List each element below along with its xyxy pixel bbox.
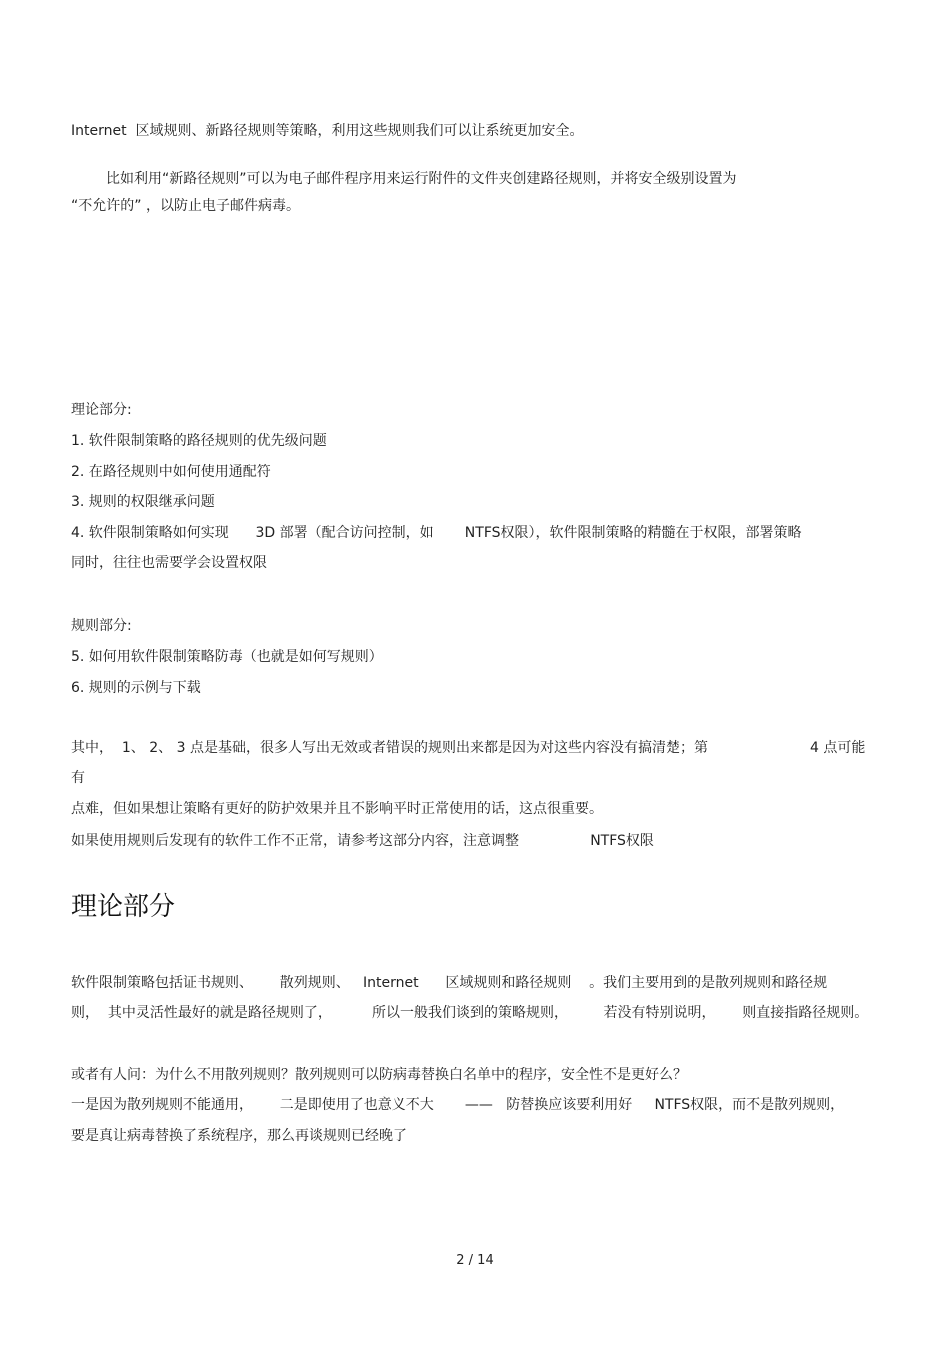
- note-line1: 其中， 1、 2、 3 点是基础，很多人写出无效或者错误的规则出来都是因为对这些内容没有搞清楚；第: [71, 740, 708, 756]
- paragraph-example-line2: “不允许的” ，以防止电子邮件病毒。: [71, 198, 300, 214]
- list-item: 2. 在路径规则中如何使用通配符: [71, 464, 271, 480]
- section-paragraph1-line1: 软件限制策略包括证书规则、 散列规则、 Internet 区域规则和路径规则 。我们主要用到的是散列规则和路径规: [71, 975, 828, 991]
- section-title: 理论部分: [71, 892, 176, 922]
- list-item: 1. 软件限制策略的路径规则的优先级问题: [71, 433, 327, 449]
- theory-label: 理论部分:: [71, 402, 132, 418]
- list-item: 6. 规则的示例与下载: [71, 680, 201, 696]
- list-item-continuation: 同时，往往也需要学会设置权限: [71, 555, 267, 571]
- list-item: 3. 规则的权限继承问题: [71, 494, 215, 510]
- note-line4: 如果使用规则后发现有的软件工作不正常，请参考这部分内容，注意调整 NTFS权限: [71, 833, 654, 849]
- section-paragraph2-line2: 一是因为散列规则不能通用， 二是即使用了也意义不大 —— 防替换应该要利用好 NTFS权限，而不是散列规则，: [71, 1097, 845, 1113]
- section-paragraph2-line1: 或者有人问：为什么不用散列规则？散列规则可以防病毒替换白名单中的程序，安全性不是更好么？: [71, 1067, 687, 1083]
- rules-label: 规则部分:: [71, 618, 132, 634]
- section-paragraph2-line3: 要是真让病毒替换了系统程序，那么再谈规则已经晚了: [71, 1128, 407, 1144]
- page-number: 2 / 14: [456, 1253, 494, 1268]
- note-line3: 点难，但如果想让策略有更好的防护效果并且不影响平时正常使用的话，这点很重要。: [71, 801, 603, 817]
- list-item: 4. 软件限制策略如何实现 3D 部署（配合访问控制，如 NTFS权限），软件限制策略的精髓在于权限，部署策略: [71, 525, 802, 541]
- list-item: 5. 如何用软件限制策略防毒（也就是如何写规则）: [71, 649, 383, 665]
- note-line1-right: 4 点可能: [810, 740, 866, 756]
- note-line2: 有: [71, 770, 85, 786]
- section-paragraph1-line2: 则， 其中灵活性最好的就是路径规则了， 所以一般我们谈到的策略规则， 若没有特别说明， 则直接指路径规则。: [71, 1005, 869, 1021]
- paragraph-intro: Internet 区域规则、新路径规则等策略，利用这些规则我们可以让系统更加安全。: [71, 123, 584, 139]
- paragraph-example-line1: 比如利用“新路径规则”可以为电子邮件程序用来运行附件的文件夹创建路径规则，并将安全级别设置为: [106, 171, 737, 187]
